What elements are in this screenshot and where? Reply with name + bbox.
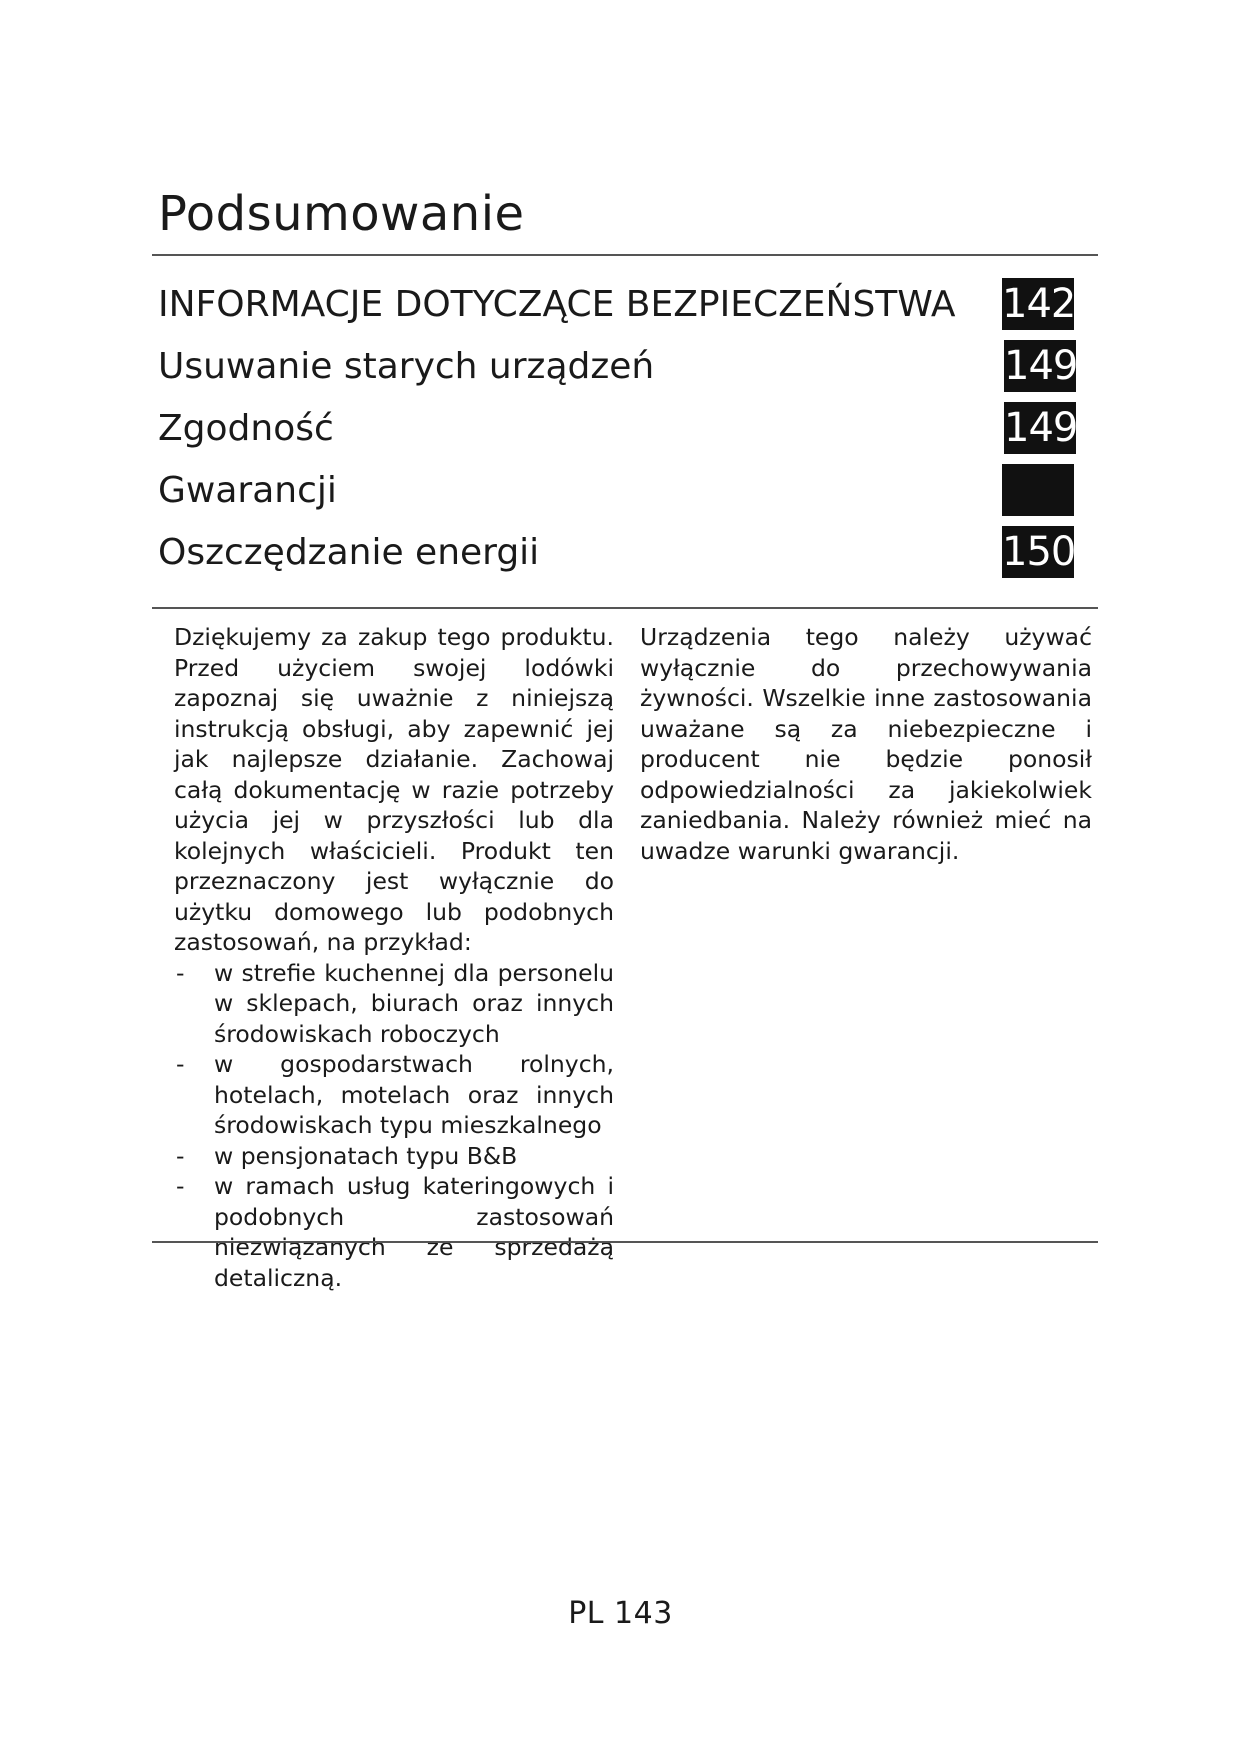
toc-item-energy-saving[interactable] — [158, 526, 1078, 588]
page-number: PL 143 — [568, 1596, 673, 1631]
section-divider — [152, 1241, 1098, 1243]
list-item: - w gospodarstwach rolnych, hotelach, motelach oraz innych środowiskach typu mieszkalnego — [176, 1050, 614, 1139]
toc-page-badge: 150 — [1002, 526, 1074, 578]
usage-note-column — [640, 622, 1092, 866]
intro-paragraph: Dziękujemy za zakup tego produktu. Przed użyciem swojej lodówki zapoznaj się uważnie z niniejszą instrukcją obsługi, aby zapewnić jej jak najlepsze działanie. Zachowaj całą dokumentację w razie potrzeby użycia jej w przyszłości lub dla kolejnych właścicieli. Produkt ten przeznaczony jest wyłącznie do użytku domowego lub podobnych zastosowań, na przykład: — [174, 623, 614, 956]
usage-note-paragraph: Urządzenia tego należy używać wyłącznie do przechowywania żywności. Wszelkie inne zastosowania uważane są za niebezpieczne i producent nie będzie ponosił odpowiedzialności za jakiekolwiek zaniedbania. Należy również mieć na uwadze warunki gwarancji. — [640, 623, 1092, 865]
list-item: - w strefie kuchennej dla personelu w sklepach, biurach oraz innych środowiskach roboczych — [176, 958, 614, 1048]
toc-item-label: Usuwanie starych urządzeń — [158, 346, 655, 387]
table-of-contents — [158, 278, 1078, 588]
title-divider — [152, 254, 1098, 256]
toc-item-label: Oszczędzanie energii — [158, 532, 540, 573]
page-title: Podsumowanie — [158, 186, 525, 242]
toc-page-badge: 142 — [1002, 278, 1074, 330]
toc-page-badge: 149 — [1004, 402, 1076, 454]
toc-divider — [152, 607, 1098, 609]
toc-page-badge: 149 — [1004, 340, 1076, 392]
toc-item-label: INFORMACJE DOTYCZĄCE BEZPIECZEŃSTWA — [158, 284, 956, 325]
toc-item-safety[interactable] — [158, 278, 1078, 340]
toc-item-compliance[interactable] — [158, 402, 1078, 464]
list-item: - w pensjonatach typu B&B — [176, 1141, 518, 1170]
toc-item-disposal[interactable] — [158, 340, 1078, 402]
intro-column — [174, 622, 614, 1293]
toc-item-label: Gwarancji — [158, 470, 337, 511]
toc-item-warranty[interactable] — [158, 464, 1078, 526]
list-item: - w ramach usług kateringowych i podobnych zastosowań niezwiązanych ze sprzedażą detaliczną. — [176, 1172, 614, 1292]
toc-item-label: Zgodność — [158, 408, 334, 449]
toc-page-badge — [1002, 464, 1074, 516]
